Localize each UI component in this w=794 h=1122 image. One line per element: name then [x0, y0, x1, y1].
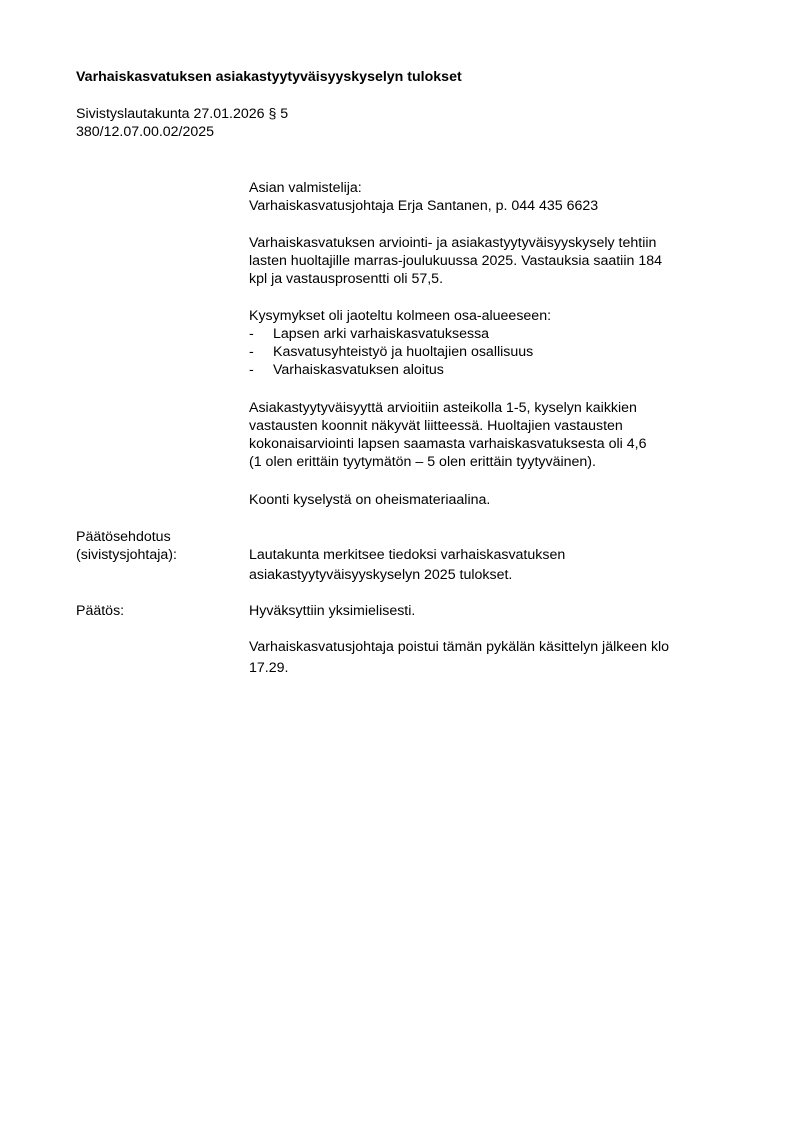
proposal-label: Päätösehdotus — [76, 529, 171, 545]
list-dash: - — [249, 362, 254, 378]
topic-list — [249, 325, 533, 379]
note-line2: 17.29. — [249, 660, 289, 676]
decision-label: Päätös: — [76, 603, 125, 619]
list-item-text: Kasvatusyhteistyö ja huoltajien osallisuus — [273, 344, 534, 360]
list-item — [249, 361, 533, 379]
preparer-label: Asian valmistelija: — [249, 180, 362, 196]
para2-line3: kokonaisarviointi lapsen saamasta varhaiskasvatuksesta oli 4,6 — [249, 436, 647, 452]
list-item — [249, 343, 533, 361]
proposal-label-author: (sivistysjohtaja): — [76, 547, 177, 563]
proposal-line1: Lautakunta merkitsee tiedoksi varhaiskasvatuksen — [249, 547, 566, 563]
list-item — [249, 325, 533, 343]
list-intro: Kysymykset oli jaoteltu kolmeen osa-alueeseen: — [249, 308, 552, 324]
para3: Koonti kyselystä on oheismateriaalina. — [249, 492, 491, 508]
para2-line1: Asiakastyytyväisyyttä arvioitiin asteikolla 1-5, kyselyn kaikkien — [249, 400, 637, 416]
para1-line3: kpl ja vastausprosentti oli 57,5. — [249, 271, 444, 287]
reference-number: 380/12.07.00.02/2025 — [76, 124, 215, 140]
list-dash: - — [249, 326, 254, 342]
para1-line2: lasten huoltajille marras-joulukuussa 2025. Vastauksia saatiin 184 — [249, 253, 662, 269]
list-item-text: Varhaiskasvatuksen aloitus — [273, 362, 444, 378]
proposal-line2: asiakastyytyväisyyskyselyn 2025 tulokset. — [249, 567, 513, 583]
list-item-text: Lapsen arki varhaiskasvatuksessa — [273, 326, 490, 342]
note-line1: Varhaiskasvatusjohtaja poistui tämän pykälän käsittelyn jälkeen klo — [249, 639, 670, 655]
meeting-line: Sivistyslautakunta 27.01.2026 § 5 — [76, 106, 289, 122]
document-title: Varhaiskasvatuksen asiakastyytyväisyyskyselyn tulokset — [76, 69, 462, 85]
preparer-name: Varhaiskasvatusjohtaja Erja Santanen, p. 044 435 6623 — [249, 198, 599, 214]
para2-line2: vastausten koonnit näkyvät liitteessä. Huoltajien vastausten — [249, 418, 623, 434]
decision-text: Hyväksyttiin yksimielisesti. — [249, 603, 416, 619]
para1-line1: Varhaiskasvatuksen arviointi- ja asiakastyytyväisyyskysely tehtiin — [249, 235, 657, 251]
list-dash: - — [249, 344, 254, 360]
para2-line4: (1 olen erittäin tyytymätön – 5 olen erittäin tyytyväinen). — [249, 454, 596, 470]
